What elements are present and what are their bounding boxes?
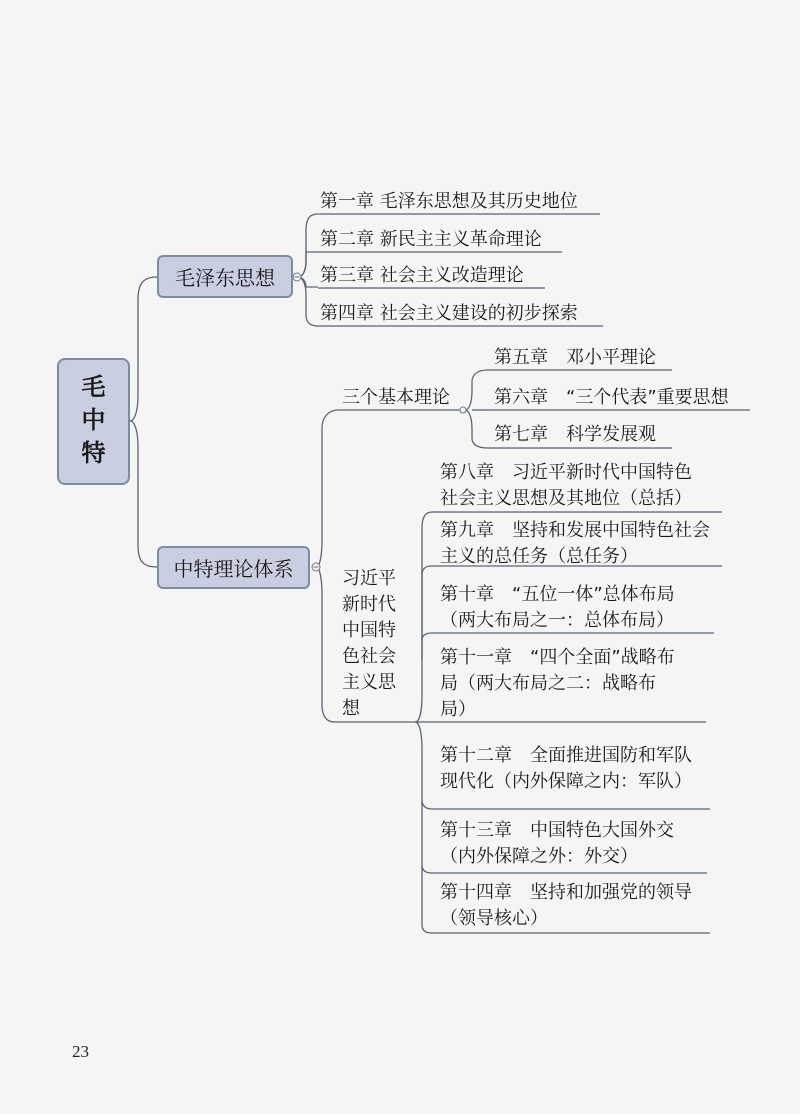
chapter-10[interactable]: 第十章 “五位一体”总体布局 （两大布局之一：总体布局） — [440, 584, 675, 631]
chapter-12[interactable]: 第十二章 全面推进国防和军队 现代化（内外保障之内：军队） — [440, 745, 692, 792]
chapter-2[interactable]: 第二章 新民主主义革命理论 — [320, 229, 542, 250]
chapter-7[interactable]: 第七章 科学发展观 — [494, 424, 656, 445]
root-node[interactable]: 毛 中 特 — [57, 358, 130, 485]
branch-label: 毛泽东思想 — [175, 266, 275, 290]
branch-mao-thought[interactable] — [157, 255, 293, 298]
branch-socialism-theory[interactable] — [157, 546, 310, 589]
chapter-3[interactable]: 第三章 社会主义改造理论 — [320, 265, 524, 286]
chapter-1[interactable]: 第一章 毛泽东思想及其历史地位 — [320, 191, 578, 212]
branch-label: 中特理论体系 — [173, 557, 294, 581]
chapter-8[interactable]: 第八章 习近平新时代中国特色 社会主义思想及其地位（总括） — [440, 462, 692, 509]
subgroup-xi-thought[interactable]: 习近平 新时代 中国特 色社会 主义思 想 — [342, 568, 396, 719]
subgroup-three-theories[interactable]: 三个基本理论 — [342, 387, 450, 408]
chapter-11[interactable]: 第十一章 “四个全面”战略布 局（两大布局之二：战略布 局） — [440, 647, 675, 720]
chapter-6[interactable]: 第六章 “三个代表”重要思想 — [494, 387, 729, 408]
chapter-5[interactable]: 第五章 邓小平理论 — [494, 347, 656, 368]
chapter-13[interactable]: 第十三章 中国特色大国外交 （内外保障之外：外交） — [440, 820, 674, 867]
chapter-14[interactable]: 第十四章 坚持和加强党的领导 （领导核心） — [440, 882, 692, 929]
chapter-9[interactable]: 第九章 坚持和发展中国特色社会 主义的总任务（总任务） — [440, 520, 710, 567]
chapter-4[interactable]: 第四章 社会主义建设的初步探索 — [320, 303, 578, 324]
page-number: 23 — [72, 1042, 89, 1061]
